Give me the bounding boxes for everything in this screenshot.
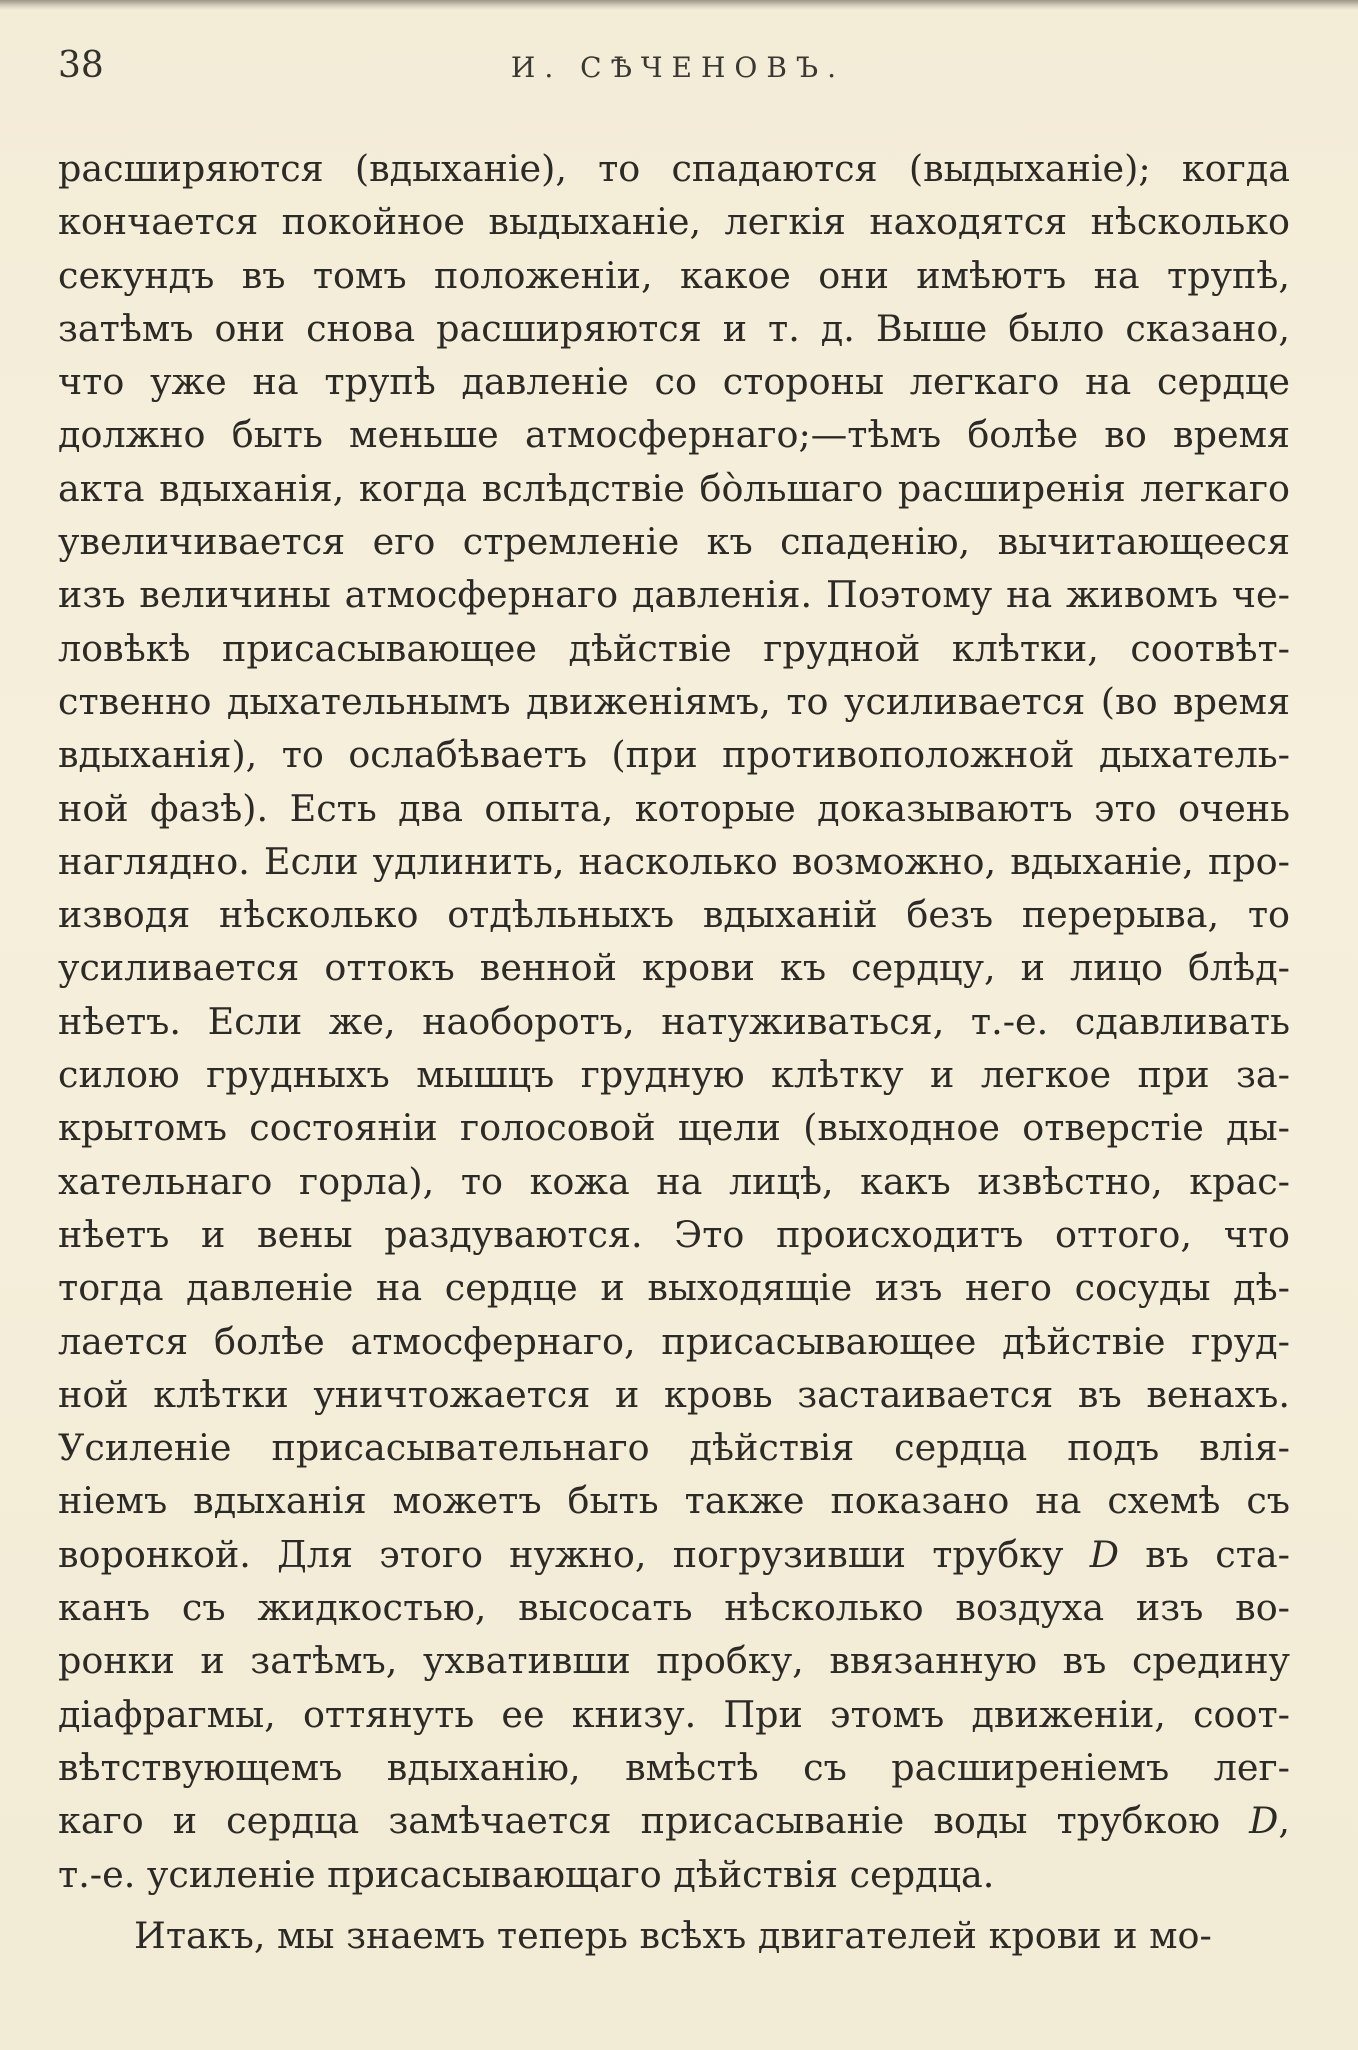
page-top-edge: [0, 0, 1358, 10]
text-line: секундъ въ томъ положеніи, какое они имѣютъ на трупѣ,: [58, 253, 1290, 297]
text-line: каго и сердца замѣчается присасываніе воды трубкою D,: [58, 1799, 1290, 1843]
text-line: ной клѣтки уничтожается и кровь застаивается въ венахъ.: [58, 1372, 1290, 1416]
paragraph: [58, 1909, 1290, 1962]
text-line: усиливается оттокъ венной крови къ сердцу, и лицо блѣд-: [58, 946, 1290, 990]
text-line: нѣетъ и вены раздуваются. Это происходитъ оттого, что: [58, 1212, 1290, 1256]
paragraph-gap: [58, 1901, 1290, 1909]
text-line: Итакъ, мы знаемъ теперь всѣхъ двигателей крови и мо-: [134, 1913, 1212, 1957]
text-line: діафрагмы, оттянуть ее книзу. При этомъ движеніи, соот-: [58, 1692, 1290, 1736]
text-line: расширяются (вдыханіе), то спадаются (выдыханіе); когда: [58, 147, 1290, 190]
page-header: [58, 44, 1298, 94]
text-line: силою грудныхъ мышцъ грудную клѣтку и легкое при за-: [58, 1053, 1290, 1097]
body-text: [58, 142, 1290, 1962]
text-line: увеличивается его стремленіе къ спаденію, вычитающееся: [58, 520, 1290, 564]
text-line: канъ съ жидкостью, высосать нѣсколько воздуха изъ во-: [58, 1586, 1290, 1630]
running-head: И. СѢЧЕНОВЪ.: [510, 51, 846, 84]
text-line: изводя нѣсколько отдѣльныхъ вдыханій безъ перерыва, то: [58, 893, 1290, 937]
paragraph: [58, 142, 1290, 1901]
text-line: ронки и затѣмъ, ухвативши пробку, ввязанную въ средину: [58, 1639, 1290, 1683]
text-line: наглядно. Если удлинить, насколько возможно, вдыханіе, про-: [58, 839, 1290, 883]
text-line: воронкой. Для этого нужно, погрузивши трубку D въ ста-: [58, 1532, 1290, 1576]
text-line: кончается покойное выдыханіе, легкія находятся нѣсколько: [58, 200, 1290, 244]
text-line: должно быть меньше атмосфернаго;—тѣмъ болѣе во время: [58, 413, 1290, 457]
text-line: ніемъ вдыханія можетъ быть также показано на схемѣ съ: [58, 1479, 1290, 1523]
text-line: вѣтствующемъ вдыханію, вмѣстѣ съ расширеніемъ лег-: [58, 1745, 1290, 1789]
text-line: затѣмъ они снова расширяются и т. д. Выше было сказано,: [58, 306, 1290, 350]
text-line: хательнаго горла), то кожа на лицѣ, какъ извѣстно, крас-: [58, 1159, 1290, 1203]
text-line: ловѣкѣ присасывающее дѣйствіе грудной клѣтки, соотвѣт-: [58, 626, 1290, 670]
text-line: акта вдыханія, когда вслѣдствіе бо̀льшаго расширенія легкаго: [58, 466, 1290, 510]
text-line: изъ величины атмосфернаго давленія. Поэтому на живомъ че-: [58, 573, 1290, 617]
text-line: нѣетъ. Если же, наоборотъ, натуживаться, т.-е. сдавливать: [58, 999, 1290, 1043]
text-line: вдыханія), то ослабѣваетъ (при противоположной дыхатель-: [58, 733, 1290, 777]
text-line: Усиленіе присасывательнаго дѣйствія сердца подъ влія-: [58, 1426, 1290, 1470]
text-line: тогда давленіе на сердце и выходящіе изъ него сосуды дѣ-: [58, 1266, 1290, 1310]
page-number: 38: [58, 45, 104, 86]
text-line: ственно дыхательнымъ движеніямъ, то усиливается (во время: [58, 679, 1290, 723]
text-line: т.-е. усиленіе присасывающаго дѣйствія сердца.: [58, 1852, 995, 1896]
text-line: ной фазѣ). Есть два опыта, которые доказываютъ это очень: [58, 786, 1290, 830]
text-line: лается болѣе атмосфернаго, присасывающее дѣйствіе груд-: [58, 1319, 1290, 1363]
text-line: что уже на трупѣ давленіе со стороны легкаго на сердце: [58, 360, 1290, 404]
text-line: крытомъ состояніи голосовой щели (выходное отверстіе ды-: [58, 1106, 1290, 1150]
